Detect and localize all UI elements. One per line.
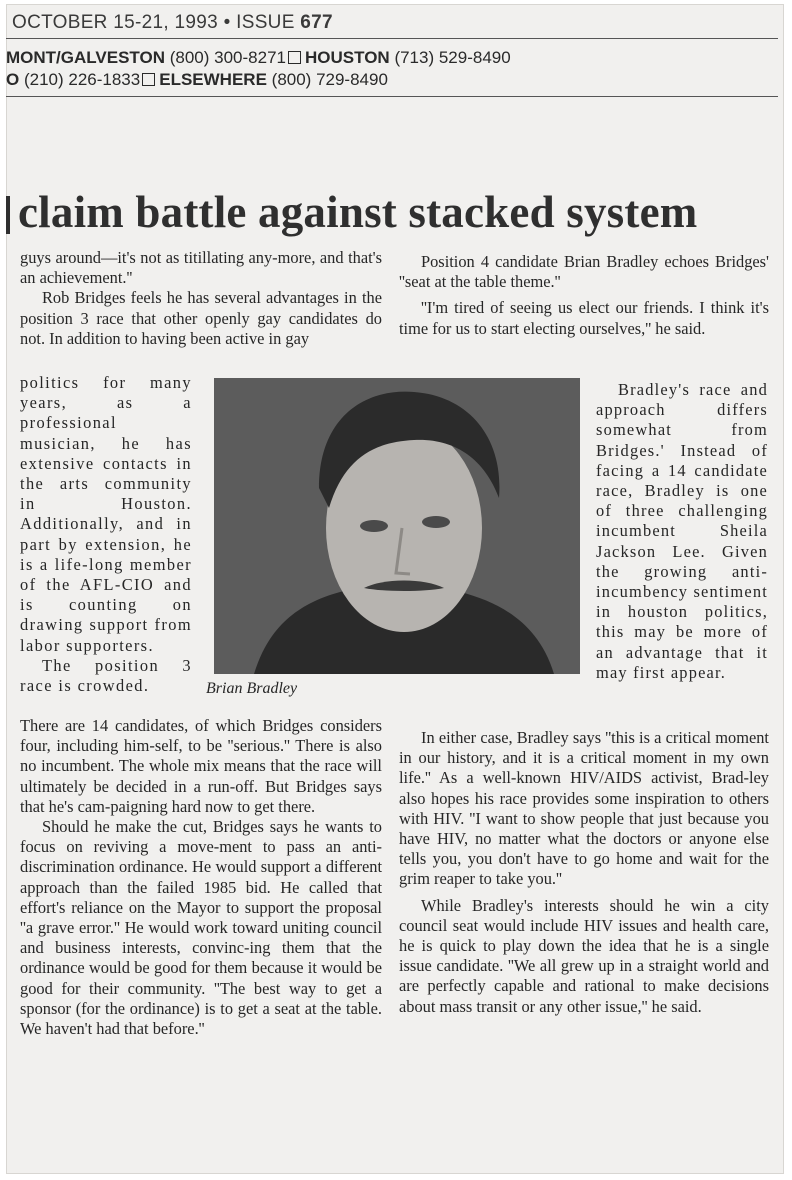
issue-separator: •	[223, 12, 231, 33]
paragraph: guys around—it's not as titillating any-more, and that's an achievement.''	[20, 248, 382, 288]
headline: claim battle against stacked system	[18, 187, 698, 237]
masthead-rule-bottom	[6, 96, 778, 97]
issue-label: ISSUE	[236, 12, 295, 33]
phone-number: (800) 729-8490	[271, 70, 388, 89]
box-bullet-icon	[288, 51, 301, 64]
phone-number: (713) 529-8490	[394, 48, 511, 67]
headline-fragment-mark	[6, 196, 10, 234]
portrait-image	[214, 378, 580, 674]
paragraph: There are 14 candidates, of which Bridges considers four, including him-self, to be ''serious.'' There is also no incumbent. The whole mix means that the race will ultimately be decided in a run-off. But Bridges says that he's cam-paigning hard now to get there.	[20, 716, 382, 816]
right-column-wrap	[596, 380, 768, 683]
phone-city: ELSEWHERE	[159, 70, 267, 89]
paragraph: In either case, Bradley says ''this is a critical moment in our history, and it is a critical moment in my own life.'' As a well-known HIV/AIDS activist, Brad-ley also hopes his race provides some inspiration to others with HIV. ''I want to show people that just because you have HIV, no matter what the doctors or anyone else tells you, you don't have to go home and wait for the grim reaper to take you.''	[399, 728, 769, 889]
paragraph: While Bradley's interests should he win a city council seat would include HIV issues and health care, he is quick to play down the idea that he is a single issue candidate. ''We all grew up in a straight world and are perfectly capable and rational to make decisions about mass transit or any other issue,'' he said.	[399, 895, 769, 1016]
paragraph: Bradley's race and approach differs somewhat from Bridges.' Instead of facing a 14 candidate race, Bradley is one of three challenging incumbent Sheila Jackson Lee. Given the growing anti-incumbency sentiment in houston politics, this may be more of an advantage that it may first appear.	[596, 380, 768, 682]
portrait-photo	[214, 378, 580, 674]
issue-date: OCTOBER 15-21, 1993	[12, 12, 219, 33]
paragraph: The position 3 race is crowded.	[20, 655, 192, 696]
left-column-wrap	[20, 373, 192, 696]
paragraph: Should he make the cut, Bridges says he wants to focus on reviving a move-ment to pass an anti-discrimination ordinance. He would support a different approach than the failed 1985 bid. He called that effort's reliance on the Mayor to support the proposal ''a grave error.'' He would work toward uniting council and business interests, convinc-ing them that the ordinance would be good for them because it would be good for their community. ''The best way to get a sponsor (for the ordinance) is to get a seat at the table. We haven't had that before.''	[20, 817, 382, 1039]
paragraph: politics for many years, as a professional musician, he has extensive contacts in the arts community in Houston. Additionally, and in part by extension, he is a life-long member of the AFL-CIO and is counting on drawing support from labor supporters.	[20, 373, 192, 655]
phone-city: O	[6, 70, 20, 89]
issue-number: 677	[300, 12, 333, 33]
right-column-bottom	[399, 728, 769, 1017]
phone-line-2	[6, 70, 388, 90]
paragraph: Rob Bridges feels he has several advantages in the position 3 race that other openly gay candidates do not. In addition to having been active in gay	[20, 288, 382, 348]
photo-caption: Brian Bradley	[206, 680, 298, 697]
masthead-rule-top	[6, 38, 778, 39]
paragraph: Position 4 candidate Brian Bradley echoes Bridges' ''seat at the table theme.''	[399, 252, 769, 292]
phone-number: (210) 226-1833	[23, 70, 141, 89]
phone-city: HOUSTON	[305, 48, 390, 67]
newspaper-page	[6, 4, 784, 1174]
left-column-top	[20, 248, 382, 349]
box-bullet-icon	[142, 73, 155, 86]
paragraph: ''I'm tired of seeing us elect our friends. I think it's time for us to start electing ourselves,'' he said.	[399, 298, 769, 338]
phone-line-1	[6, 48, 511, 68]
left-column-bottom	[20, 716, 382, 1039]
phone-number: (800) 300-8271	[169, 48, 286, 67]
right-column-top	[399, 252, 769, 339]
masthead-issue-line	[12, 12, 333, 34]
phone-city: MONT/GALVESTON	[6, 48, 165, 67]
